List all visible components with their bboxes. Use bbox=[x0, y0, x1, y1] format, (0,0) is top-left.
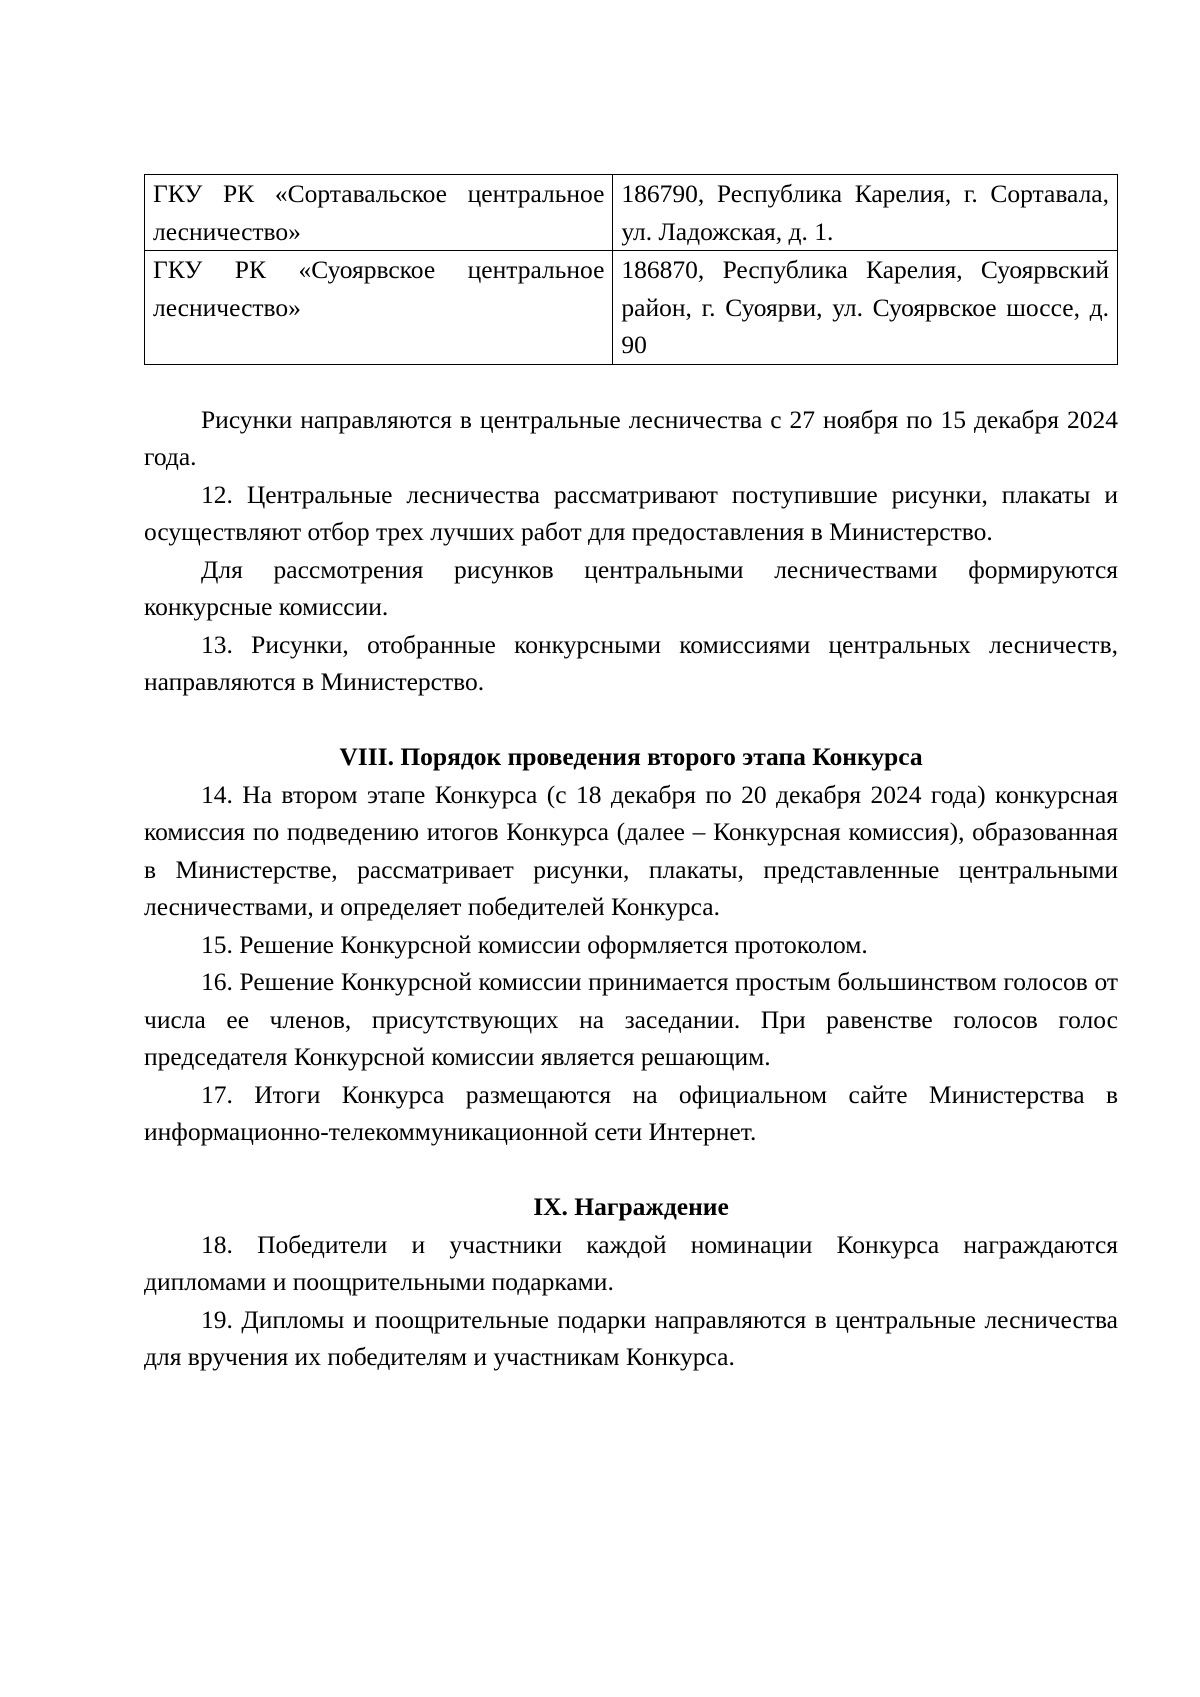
paragraph-15: 15. Решение Конкурсной комиссии оформляется протоколом. bbox=[201, 929, 868, 959]
forestry-address-cell: 186870, Республика Карелия, Суоярвский район, г. Суоярви, ул. Суоярвское шоссе, д. 90 bbox=[613, 251, 1118, 365]
section-spacer bbox=[144, 1151, 1118, 1189]
paragraph-13: 13. Рисунки, отобранные конкурсными комиссиями центральных лесничеств, направляются в Министерство. bbox=[144, 629, 1118, 696]
forestry-address-cell: 186790, Республика Карелия, г. Сортавала, ул. Ладожская, д. 1. bbox=[613, 175, 1118, 251]
table-row bbox=[145, 251, 1118, 365]
forestry-name-cell: ГКУ РК «Суоярвское центральное лесничество» bbox=[145, 251, 613, 365]
forestry-name-cell: ГКУ РК «Сортавальское центральное лесничество» bbox=[145, 175, 613, 251]
document-body bbox=[144, 401, 1118, 1376]
table-row bbox=[145, 175, 1118, 251]
paragraph-17: 17. Итоги Конкурса размещаются на официальном сайте Министерства в информационно-телекоммуникационной сети Интернет. bbox=[144, 1079, 1118, 1146]
paragraph-12-commissions: Для рассмотрения рисунков центральными лесничествами формируются конкурсные комиссии. bbox=[144, 554, 1118, 621]
paragraph-18: 18. Победители и участники каждой номинации Конкурса награждаются дипломами и поощрительными подарками. bbox=[144, 1229, 1118, 1296]
paragraph-submission-dates: Рисунки направляются в центральные лесничества с 27 ноября по 15 декабря 2024 года. bbox=[144, 404, 1118, 471]
forestry-address-table bbox=[144, 174, 1118, 365]
paragraph-12: 12. Центральные лесничества рассматривают поступившие рисунки, плакаты и осуществляют отбор трех лучших работ для предоставления в Министерство. bbox=[144, 479, 1118, 546]
section-spacer bbox=[144, 701, 1118, 739]
section-heading-ix: IX. Награждение bbox=[533, 1192, 729, 1221]
document-page bbox=[144, 174, 1118, 1376]
paragraph-16: 16. Решение Конкурсной комиссии принимается простым большинством голосов от числа ее членов, присутствующих на заседании. При равенстве голосов голос председателя Конкурсной комиссии является решающим. bbox=[144, 967, 1118, 1071]
section-heading-viii: VIII. Порядок проведения второго этапа Конкурса bbox=[339, 742, 923, 771]
paragraph-14: 14. На втором этапе Конкурса (с 18 декабря по 20 декабря 2024 года) конкурсная комиссия по подведению итогов Конкурса (далее – Конкурсная комиссия), образованная в Министерстве, рассматривает рисунки, плакаты, представленные центральными лесничествами, и определяет победителей Конкурса. bbox=[144, 779, 1118, 921]
paragraph-19: 19. Дипломы и поощрительные подарки направляются в центральные лесничества для вручения их победителям и участникам Конкурса. bbox=[144, 1304, 1118, 1371]
